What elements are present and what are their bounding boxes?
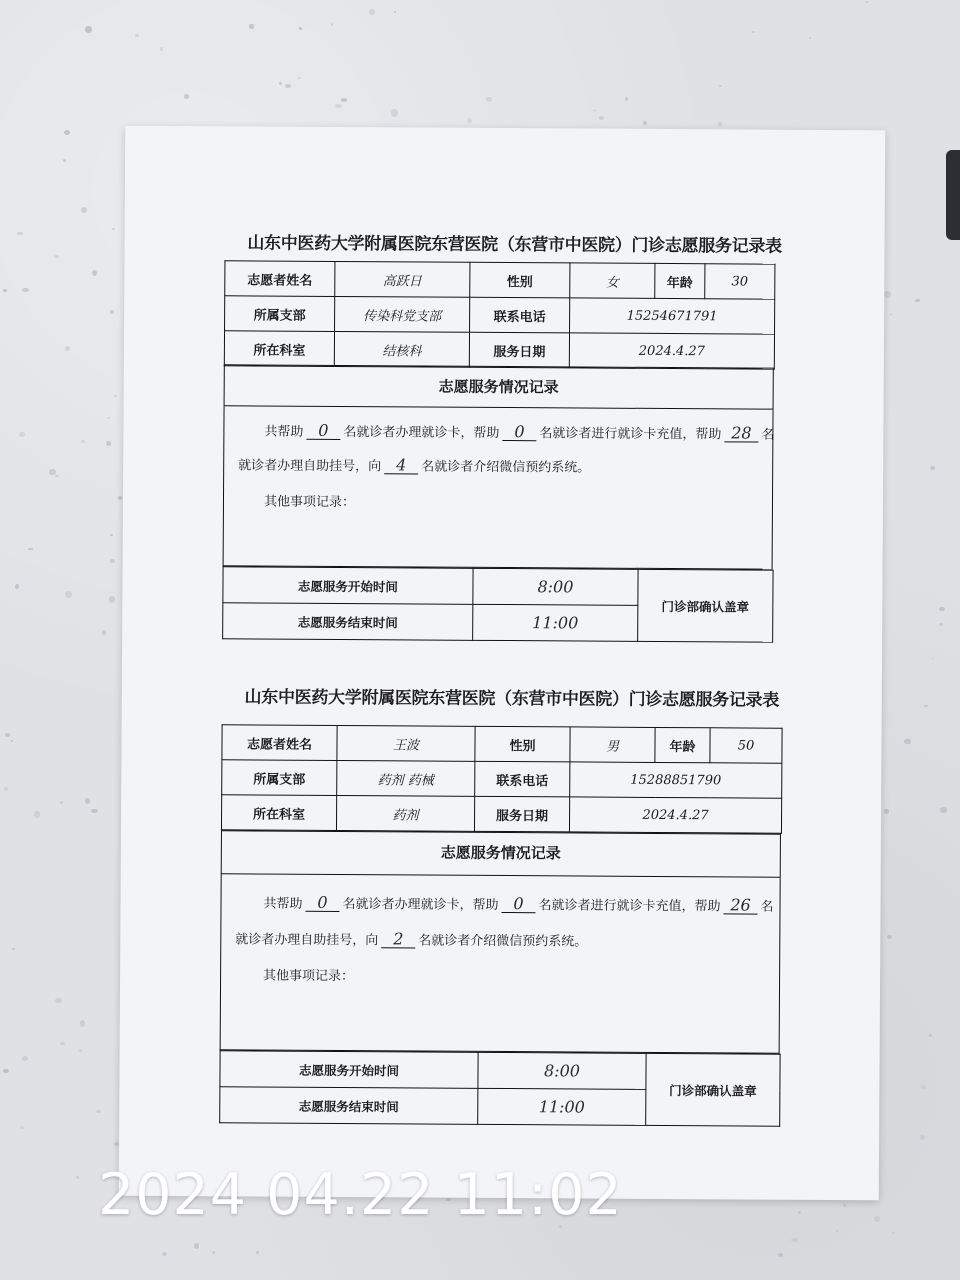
name-label: 志愿者姓名: [225, 261, 335, 297]
end-time-value: 11:00: [473, 604, 638, 641]
countertop-speck: [299, 27, 302, 30]
countertop-speck: [5, 733, 10, 736]
countertop-speck: [194, 1243, 200, 1249]
countertop-speck: [54, 255, 59, 258]
countertop-speck: [102, 630, 106, 635]
gender-label: 性别: [475, 726, 570, 762]
countertop-speck: [12, 948, 14, 950]
countertop-speck: [65, 591, 72, 598]
table-row: [223, 567, 773, 606]
date-label: 服务日期: [469, 332, 569, 368]
countertop-speck: [85, 26, 91, 33]
countertop-speck: [15, 584, 20, 589]
countertop-speck: [17, 232, 22, 235]
age-label: 年龄: [655, 727, 710, 762]
form-title: 山东中医药大学附属医院东营医院（东营市中医院）门诊志愿服务记录表: [247, 233, 782, 257]
countertop-speck: [939, 623, 943, 626]
countertop-speck: [486, 97, 492, 102]
countertop-speck: [866, 1, 868, 3]
phone-value: 15288851790: [570, 762, 782, 798]
form-title: 山东中医药大学附属医院东营医院（东营市中医院）门诊志愿服务记录表: [244, 687, 780, 711]
countertop-speck: [81, 207, 87, 213]
table-row: [221, 795, 781, 833]
card-count-blank: 0: [306, 423, 340, 440]
name-value: 高跃日: [335, 261, 470, 297]
countertop-speck: [28, 548, 32, 551]
countertop-speck: [34, 811, 40, 817]
branch-value: 传染科党支部: [335, 296, 470, 332]
countertop-speck: [22, 1056, 28, 1061]
countertop-speck: [752, 31, 755, 33]
countertop-speck: [809, 37, 812, 40]
table-row: [225, 296, 775, 334]
paper-sheet: [119, 126, 886, 1201]
table-row: [224, 331, 774, 369]
card-count-blank: 0: [305, 895, 339, 912]
countertop-speck: [4, 787, 8, 791]
countertop-speck: [593, 110, 596, 112]
countertop-speck: [80, 1020, 86, 1027]
countertop-speck: [331, 23, 334, 26]
countertop-speck: [160, 47, 163, 50]
countertop-speck: [79, 1049, 82, 1052]
countertop-speck: [718, 122, 721, 126]
table-row: [222, 725, 782, 763]
start-time-value: 8:00: [473, 568, 638, 605]
other-notes-label: 其他事项记录：: [263, 968, 355, 985]
service-time-table: [219, 1050, 780, 1126]
countertop-speck: [599, 116, 604, 120]
service-sentence-line2: [238, 454, 590, 475]
age-label: 年龄: [655, 263, 705, 298]
start-time-label: 志愿服务开始时间: [220, 1051, 478, 1089]
countertop-speck: [929, 1034, 933, 1037]
countertop-speck: [22, 288, 29, 292]
countertop-speck: [107, 417, 110, 419]
stamp-label: 门诊部确认盖章: [646, 1053, 780, 1126]
countertop-speck: [940, 807, 947, 813]
countertop-speck: [81, 440, 85, 444]
section-title: 志愿服务情况记录: [224, 364, 774, 409]
countertop-speck: [394, 11, 397, 13]
countertop-speck: [184, 94, 188, 99]
table-row: [222, 760, 782, 798]
service-record-body: [223, 406, 774, 569]
date-value: 2024.4.27: [569, 333, 774, 369]
countertop-speck: [643, 121, 647, 125]
countertop-speck: [85, 798, 90, 804]
countertop-speck: [778, 1253, 782, 1257]
countertop-speck: [285, 84, 291, 88]
volunteer-info-table: [224, 260, 776, 369]
branch-label: 所属支部: [225, 296, 335, 332]
countertop-speck: [114, 395, 117, 398]
start-time-label: 志愿服务开始时间: [223, 567, 473, 605]
countertop-speck: [884, 809, 890, 813]
countertop-speck: [391, 109, 398, 116]
countertop-speck: [921, 1085, 926, 1089]
countertop-speck: [887, 935, 892, 939]
countertop-speck: [279, 82, 283, 85]
countertop-speck: [60, 1042, 65, 1045]
date-label: 服务日期: [474, 796, 569, 832]
countertop-speck: [798, 1211, 800, 1213]
photo-timestamp: 2024 04.22 11:02: [98, 1162, 623, 1228]
recharge-count-blank: 0: [502, 896, 536, 913]
countertop-speck: [112, 228, 115, 230]
countertop-speck: [249, 24, 255, 29]
countertop-speck: [135, 34, 138, 37]
phone-label: 联系电话: [470, 297, 570, 333]
countertop-speck: [212, 1251, 215, 1254]
countertop-speck: [904, 739, 911, 745]
sentence-text: 就诊者办理自助挂号，向: [235, 932, 379, 949]
branch-value: 药剂 药械: [337, 760, 475, 796]
sentence-text: 共帮助: [264, 424, 304, 440]
service-record-body: [220, 874, 781, 1053]
gender-label: 性别: [470, 262, 570, 298]
table-row: [225, 261, 775, 299]
wechat-count-blank: 4: [384, 457, 418, 474]
countertop-speck: [3, 289, 6, 292]
countertop-speck: [118, 496, 123, 500]
countertop-speck: [719, 85, 722, 87]
service-sentence-line1: [264, 421, 774, 443]
countertop-speck: [369, 9, 375, 14]
countertop-speck: [467, 118, 472, 123]
sentence-text: 名就诊者介绍微信预约系统。: [421, 459, 591, 476]
phone-label: 联系电话: [475, 761, 570, 797]
countertop-speck: [55, 475, 59, 477]
countertop-speck: [20, 1126, 24, 1130]
countertop-speck: [625, 97, 628, 101]
object-edge: [946, 150, 960, 240]
self-register-count-blank: 26: [724, 897, 758, 914]
sentence-text: 名就诊者办理就诊卡，帮助: [343, 425, 500, 441]
branch-label: 所属支部: [222, 760, 337, 796]
countertop-speck: [63, 159, 66, 162]
dept-label: 所在科室: [224, 331, 334, 367]
volunteer-info-table: [221, 724, 783, 833]
countertop-speck: [64, 130, 70, 135]
phone-value: 15254671791: [570, 298, 775, 334]
dept-label: 所在科室: [221, 795, 336, 831]
countertop-speck: [65, 346, 71, 351]
sentence-text: 名就诊者进行就诊卡充值，帮助: [538, 898, 721, 915]
countertop-speck: [298, 77, 301, 79]
countertop-speck: [924, 705, 928, 708]
countertop-speck: [60, 801, 64, 804]
countertop-speck: [890, 314, 892, 315]
countertop-speck: [836, 1230, 838, 1232]
end-time-value: 11:00: [478, 1088, 646, 1125]
countertop-speck: [930, 466, 935, 470]
countertop-speck: [341, 98, 346, 102]
sentence-text: 名就诊者介绍微信预约系统。: [418, 933, 588, 950]
service-time-table: [222, 566, 773, 642]
dept-value: 结核科: [334, 331, 469, 367]
name-value: 王波: [337, 725, 475, 761]
countertop-speck: [92, 270, 97, 276]
gender-value: 女: [570, 263, 655, 299]
sentence-text: 共帮助: [263, 896, 303, 912]
countertop-speck: [162, 1252, 167, 1256]
countertop-speck: [11, 740, 13, 742]
countertop-speck: [932, 658, 934, 659]
sentence-text: 名: [760, 899, 774, 915]
date-value: 2024.4.27: [569, 797, 781, 833]
age-value: 30: [705, 264, 775, 299]
countertop-speck: [110, 534, 113, 536]
countertop-speck: [843, 1204, 846, 1207]
countertop-speck: [91, 809, 98, 813]
start-time-value: 8:00: [478, 1052, 646, 1089]
countertop-speck: [256, 1251, 259, 1253]
countertop-speck: [3, 1069, 9, 1073]
sentence-text: 名就诊者办理就诊卡，帮助: [342, 897, 499, 913]
name-label: 志愿者姓名: [222, 725, 337, 761]
countertop-speck: [55, 998, 62, 1003]
service-sentence-line1: [263, 893, 773, 915]
countertop-speck: [106, 441, 111, 446]
section-title: 志愿服务情况记录: [221, 830, 781, 877]
countertop-speck: [110, 559, 115, 563]
end-time-label: 志愿服务结束时间: [223, 603, 473, 641]
countertop-speck: [110, 310, 114, 314]
wechat-count-blank: 2: [381, 931, 415, 948]
countertop-speck: [19, 432, 25, 437]
age-value: 50: [710, 728, 782, 763]
countertop-speck: [791, 1238, 798, 1242]
countertop-speck: [335, 104, 342, 108]
table-row: [220, 1051, 780, 1090]
sentence-text: 名: [761, 427, 775, 443]
countertop-speck: [874, 1216, 880, 1222]
stamp-label: 门诊部确认盖章: [638, 569, 773, 642]
sentence-text: 就诊者办理自助挂号，向: [238, 458, 382, 475]
countertop-speck: [892, 1232, 895, 1234]
countertop-speck: [915, 299, 920, 303]
self-register-count-blank: 28: [724, 425, 758, 442]
countertop-speck: [96, 1110, 101, 1113]
other-notes-label: 其他事项记录：: [263, 494, 356, 511]
countertop-speck: [76, 1176, 80, 1179]
sentence-text: 名就诊者进行就诊卡充值，帮助: [539, 426, 722, 443]
countertop-speck: [109, 596, 115, 603]
countertop-speck: [939, 607, 945, 611]
gender-value: 男: [570, 727, 655, 763]
countertop-speck: [920, 1135, 925, 1140]
service-sentence-line2: [235, 928, 587, 949]
countertop-speck: [884, 291, 891, 298]
recharge-count-blank: 0: [502, 424, 536, 441]
end-time-label: 志愿服务结束时间: [220, 1087, 478, 1125]
dept-value: 药剂: [336, 795, 474, 831]
